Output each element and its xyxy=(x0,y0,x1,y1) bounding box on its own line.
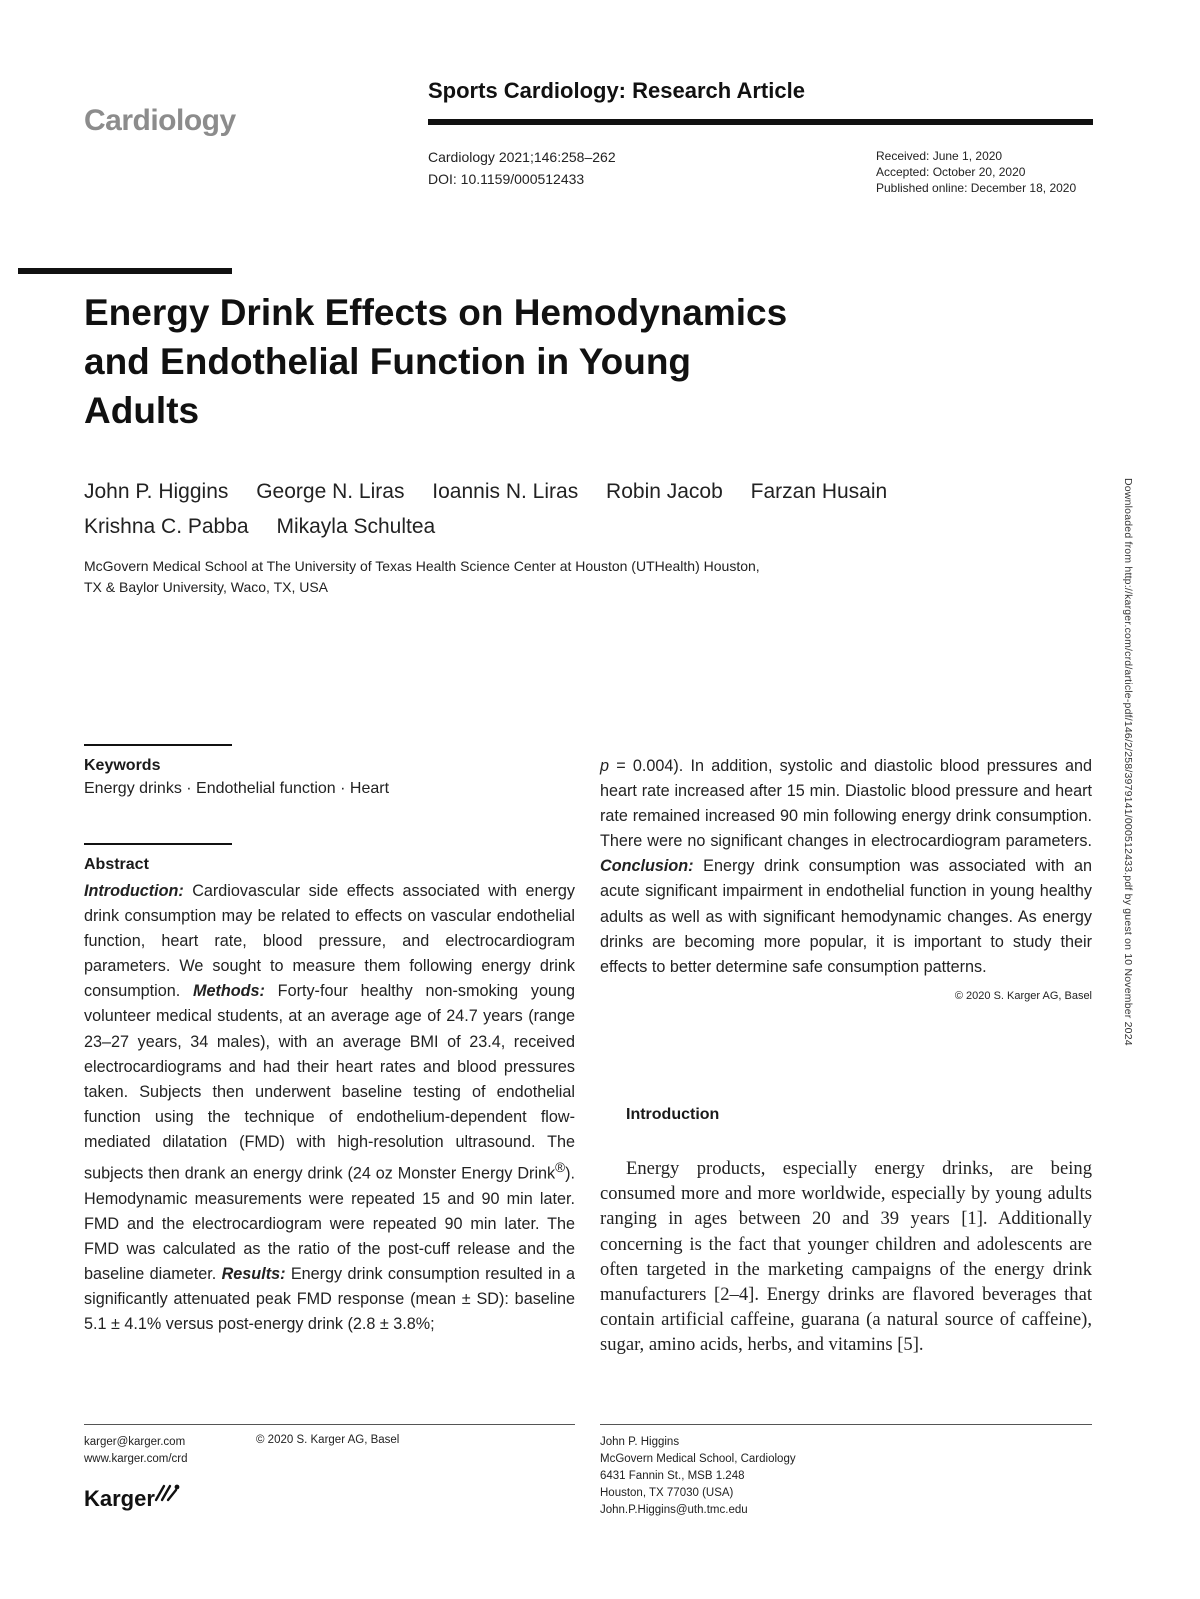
title-line: and Endothelial Function in Young xyxy=(84,341,692,382)
publisher-contact xyxy=(84,1434,188,1468)
citation-block xyxy=(428,146,616,190)
download-watermark-text: Downloaded from http://karger.com/crd/article-pdf/146/2/258/3979141/000512433.pdf by guest on 10 November 2024 xyxy=(1122,478,1134,1046)
citation: Cardiology 2021;146:258–262 xyxy=(428,149,616,165)
author-name: Farzan Husain xyxy=(750,480,888,503)
title-line: Energy Drink Effects on Hemodynamics xyxy=(84,292,788,333)
publisher-logo-mark-icon xyxy=(152,1480,182,1504)
author-name: Krishna C. Pabba xyxy=(84,515,249,538)
footer-rule xyxy=(84,1424,575,1425)
footer-copyright: © 2020 S. Karger AG, Basel xyxy=(256,1434,400,1446)
download-watermark xyxy=(1122,478,1148,1098)
corresp-name: John P. Higgins xyxy=(600,1436,680,1448)
corresp-dept: McGovern Medical School, Cardiology xyxy=(600,1453,796,1465)
abstract-rule xyxy=(84,843,232,845)
abstract-copyright: © 2020 S. Karger AG, Basel xyxy=(954,989,1092,1002)
introduction-heading: Introduction xyxy=(626,1106,720,1123)
publisher-email-link[interactable]: karger@karger.com xyxy=(84,1436,186,1448)
corresp-city: Houston, TX 77030 (USA) xyxy=(600,1487,734,1499)
author-name: George N. Liras xyxy=(256,480,405,503)
title-line: Adults xyxy=(84,390,200,431)
header-rule xyxy=(428,119,1093,125)
author-name: John P. Higgins xyxy=(84,480,229,503)
corresp-street: 6431 Fannin St., MSB 1.248 xyxy=(600,1470,745,1482)
journal-logo: Cardiology xyxy=(84,104,236,137)
received-date: Received: June 1, 2020 xyxy=(876,149,1003,163)
keywords-rule xyxy=(84,744,232,746)
abstract-heading: Abstract xyxy=(84,856,149,873)
published-date: Published online: December 18, 2020 xyxy=(876,181,1077,195)
abstract-body-right: p = 0.004). In addition, systolic and diastolic blood pressures and heart rate increased after 15 min. Diastolic blood pressure and heart rate remained increased 90 min following energy drink consumption. There were no significant changes in electrocardiogram parameters. Conclusion: Energy drink consumption was associated with an acute significant impairment in endothelial function in young healthy adults as well as with significant hemodynamic changes. As energy drinks are becoming more popular, it is important to study their effects to better determine safe consumption patterns. © 2020 S. Karger AG, Basel xyxy=(600,754,1092,1009)
author-name: Mikayla Schultea xyxy=(276,515,436,538)
author-list xyxy=(84,474,984,544)
correspondence-block xyxy=(600,1434,796,1519)
author-name: Ioannis N. Liras xyxy=(432,480,579,503)
affiliation: McGovern Medical School at The University of Texas Health Science Center at Houston (UTHealth) Houston, TX & Baylor University, Waco, TX, USA xyxy=(84,558,760,595)
title-rule xyxy=(18,268,232,274)
corresp-email-link[interactable]: John.P.Higgins@uth.tmc.edu xyxy=(600,1504,748,1516)
section-label: Sports Cardiology: Research Article xyxy=(428,78,805,103)
abstract-label-results: Results: xyxy=(221,1264,286,1283)
abstract-body-left: Introduction: Cardiovascular side effects associated with energy drink consumption may be related to effects on vascular endothelial function, heart rate, blood pressure, and electrocardiogram parameters. We sought to measure them following energy drink consumption. Methods: Forty-four healthy non-smoking young volunteer medical students, at an average age of 24.7 years (range 23–27 years, 34 males), with an average BMI of 23.4, received electrocardiograms and had their heart rates and blood pressures taken. Subjects then underwent baseline testing of endothelial function using the technique of endothelium-dependent flow-mediated dilatation (FMD) with high-resolution ultrasound. The subjects then drank an energy drink (24 oz Monster Energy Drink®). Hemodynamic measurements were repeated 15 and 90 min later. FMD and the electrocardiogram were repeated 90 min later. The FMD was calculated as the ratio of the post-cuff release and the baseline diameter. Results: Energy drink consumption resulted in a significantly attenuated peak FMD response (mean ± SD): baseline 5.1 ± 4.1% versus post-energy drink (2.8 ± 3.8%; xyxy=(84,882,576,1333)
publisher-website-link[interactable]: www.karger.com/crd xyxy=(84,1453,188,1465)
abstract-label-conclusion: Conclusion: xyxy=(600,857,694,876)
introduction-text: Energy products, especially energy drinks, are being consumed more and more worldwide, especially by young adults ranging in ages between 20 and 39 years [1]. Additionally concerning is the fact that younger children and adolescents are often targeted in the marketing campaigns of the energy drink manufacturers [2–4]. Energy drinks are flavored beverages that contain artificial caffeine, guarana (a natural source of caffeine), sugar, amino acids, herbs, and vitamins [5]. xyxy=(600,1158,1092,1356)
footer-rule xyxy=(600,1424,1092,1425)
author-name: Robin Jacob xyxy=(606,480,723,503)
abstract-label-introduction: Introduction: xyxy=(84,882,184,900)
accepted-date: Accepted: October 20, 2020 xyxy=(876,165,1026,179)
article-title xyxy=(84,288,924,435)
keywords-heading: Keywords xyxy=(84,757,161,774)
abstract-label-methods: Methods: xyxy=(193,982,265,1001)
article-dates xyxy=(876,148,1076,196)
publisher-logo: Karger xyxy=(84,1486,155,1511)
keywords-text: Energy drinks · Endothelial function · Heart xyxy=(84,780,390,797)
doi-link[interactable]: DOI: 10.1159/000512433 xyxy=(428,171,585,187)
